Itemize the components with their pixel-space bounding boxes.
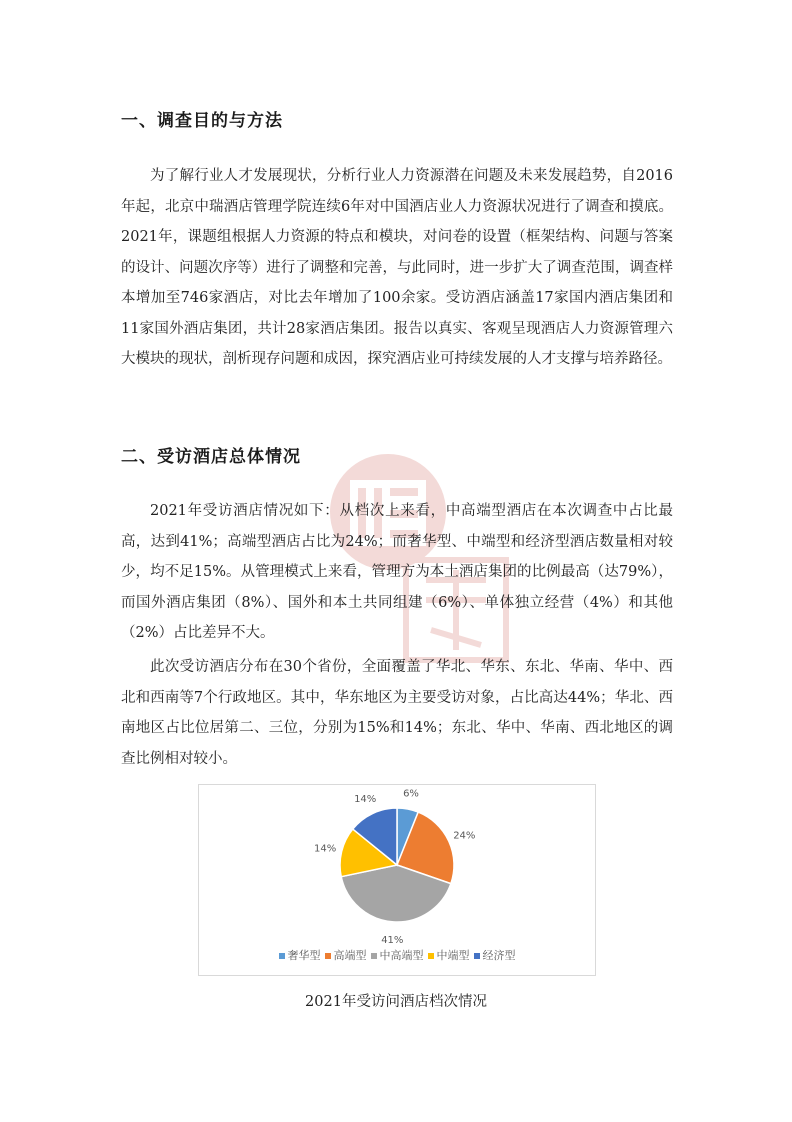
legend-label: 高端型 <box>333 949 367 962</box>
legend-swatch <box>428 953 434 959</box>
legend-swatch <box>371 953 377 959</box>
legend-label: 经济型 <box>482 949 516 962</box>
chart-caption: 2021年受访问酒店档次情况 <box>305 994 487 1010</box>
pie-label-中端型: 14% <box>313 843 337 855</box>
pie-chart-svg <box>199 785 595 945</box>
section-heading-2: 二、受访酒店总体情况 <box>121 447 301 467</box>
legend-swatch <box>474 953 480 959</box>
chart-legend <box>199 947 595 963</box>
paragraph-survey-purpose: 为了解行业人才发展现状，分析行业人力资源潜在问题及未来发展趋势，自2016年起，北京中瑞酒店管理学院连续6年对中国酒店业人力资源状况进行了调查和摸底。2021年，课题组根据人力资源的特点和模块，对问卷的设置（框架结构、问题与答案的设计、问题次序等）进行了调整和完善，与此同时，进一步扩大了调查范围，调查样本增加至746家酒店，对比去年增加了100余家。受访酒店涵盖17家国内酒店集团和11家国外酒店集团，共计28家酒店集团。报告以真实、客观呈现酒店人力资源管理六大模块的现状，剖析现存问题和成因，探究酒店业可持续发展的人才支撑与培养路径。 <box>121 168 673 367</box>
legend-item-中高端型 <box>371 947 424 963</box>
legend-item-中端型 <box>428 947 470 963</box>
legend-swatch <box>279 953 285 959</box>
pie-label-奢华型: 6% <box>403 788 419 800</box>
paragraph-regional-distribution: 此次受访酒店分布在30个省份，全面覆盖了华北、华东、东北、华南、华中、西北和西南等7个行政地区。其中，华东地区为主要受访对象，占比高达44%；华北、西南地区占比位居第二、三位，分别为15%和14%；东北、华中、华南、西北地区的调查比例相对较小。 <box>121 659 673 767</box>
pie-chart <box>198 784 596 976</box>
paragraph-hotel-grades: 2021年受访酒店情况如下：从档次上来看，中高端型酒店在本次调查中占比最高，达到41%；高端型酒店占比为24%；而奢华型、中端型和经济型酒店数量相对较少，均不足15%。从管理模式上来看，管理方为本土酒店集团的比例最高（达79%），而国外酒店集团（8%）、国外和本土共同组建（6%）、单体独立经营（4%）和其他（2%）占比差异不大。 <box>121 503 673 641</box>
legend-swatch <box>325 953 331 959</box>
legend-label: 中端型 <box>436 949 470 962</box>
legend-label: 中高端型 <box>379 949 424 962</box>
legend-item-高端型 <box>325 947 367 963</box>
pie-label-中高端型: 41% <box>381 934 404 945</box>
pie-label-经济型: 14% <box>354 794 377 806</box>
legend-label: 奢华型 <box>287 949 321 962</box>
section-heading-1: 一、调查目的与方法 <box>121 111 283 131</box>
legend-item-奢华型 <box>279 947 321 963</box>
pie-label-高端型: 24% <box>453 830 476 842</box>
legend-item-经济型 <box>474 947 516 963</box>
